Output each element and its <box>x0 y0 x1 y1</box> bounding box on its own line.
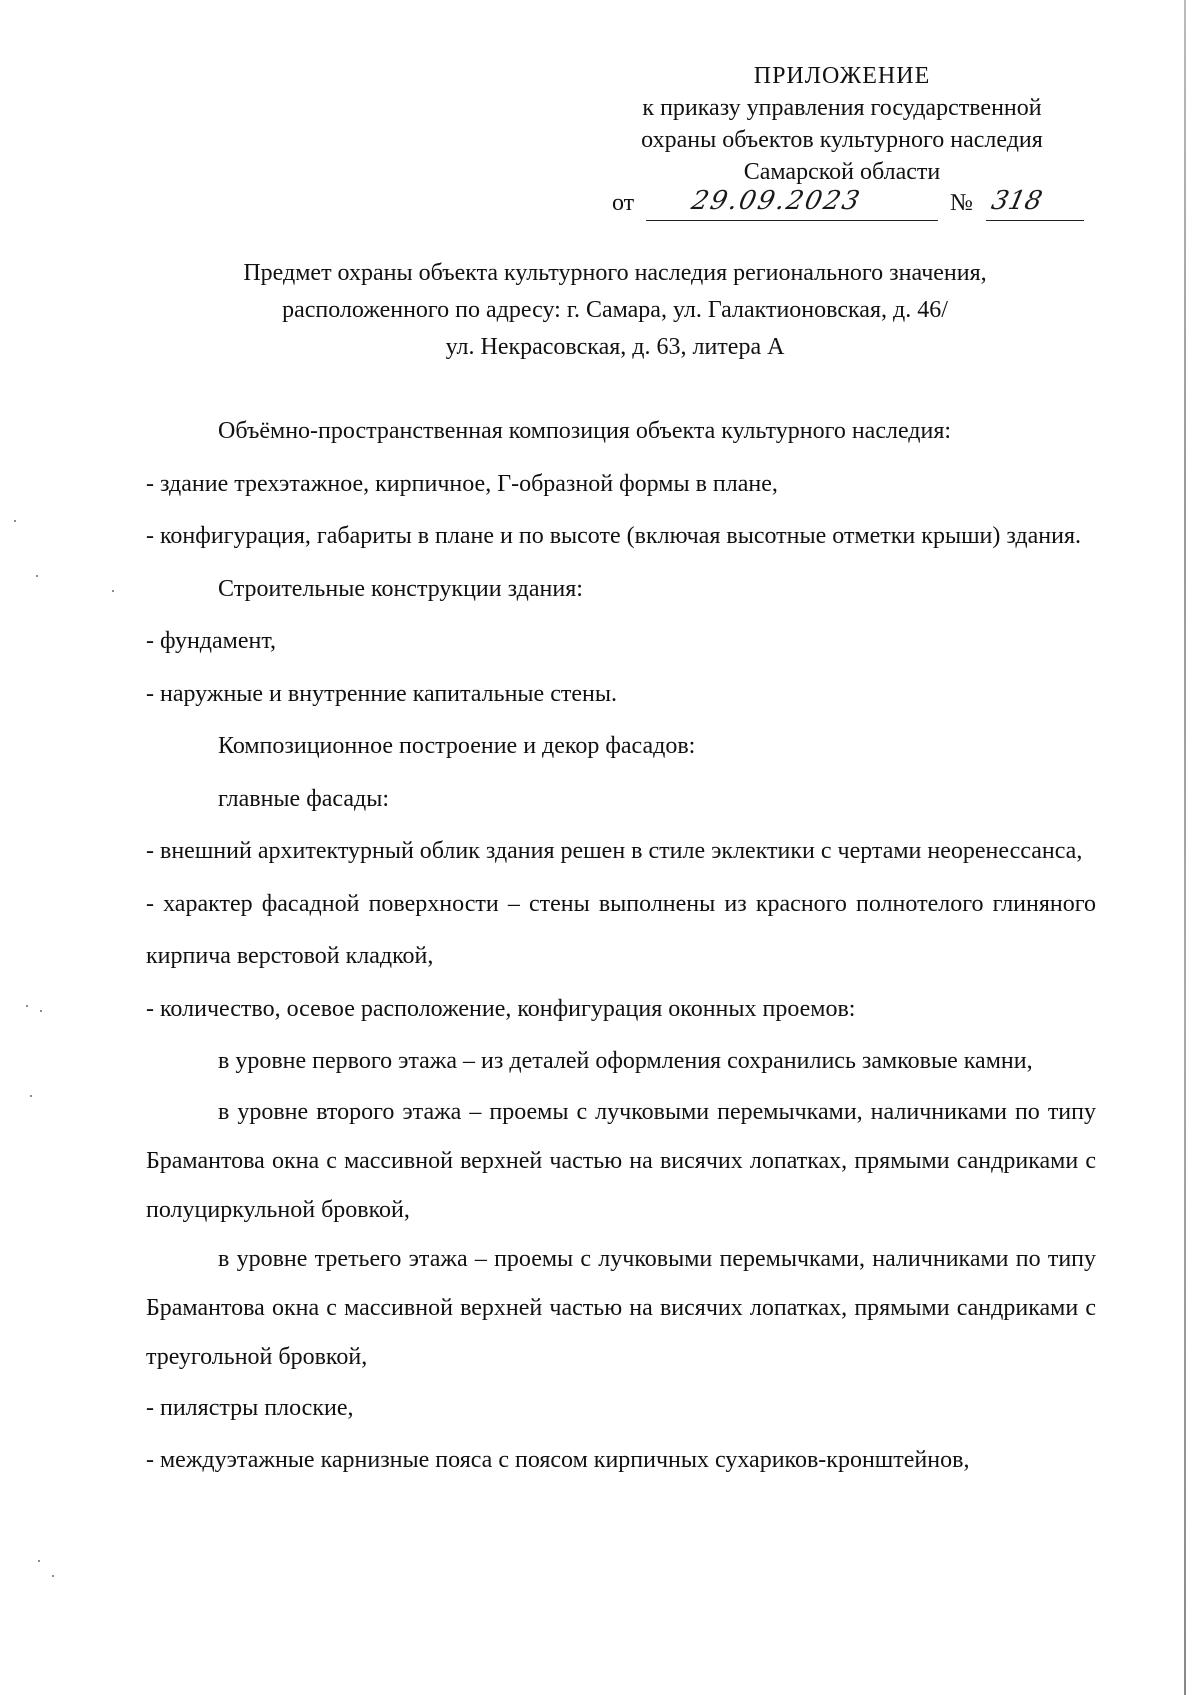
section-heading-facades: Композиционное построение и декор фасадов: <box>218 733 696 759</box>
date-prefix: от <box>612 190 635 216</box>
heading-line-1: Предмет охраны объекта культурного наследия регионального значения, <box>243 260 987 286</box>
list-item: - здание трехэтажное, кирпичное, Г-образной формы в плане, <box>146 470 778 497</box>
heading-line-2: расположенного по адресу: г. Самара, ул. Галактионовская, д. 46/ <box>282 297 948 323</box>
list-item: - конфигурация, габариты в плане и по высоте (включая высотные отметки крыши) здания. <box>146 523 1082 549</box>
scan-speck <box>52 1575 54 1577</box>
subsection-heading-main-facades: главные фасады: <box>218 785 390 812</box>
list-item: - количество, осевое расположение, конфигурация оконных проемов: <box>146 995 856 1022</box>
scan-speck <box>30 1095 32 1097</box>
document-body <box>146 405 1096 1487</box>
scan-edge-line <box>1184 0 1186 1695</box>
approval-title: ПРИЛОЖЕНИЕ <box>753 63 931 89</box>
document-heading <box>150 255 1080 366</box>
list-item: - внешний архитектурный облик здания решен в стиле эклектики с чертами неоренессанса, <box>146 838 1083 864</box>
list-item: - междуэтажные карнизные пояса с поясом кирпичных сухариков-кронштейнов, <box>146 1447 970 1473</box>
date-field <box>646 186 938 221</box>
approval-line-1: к приказу управления государственной <box>642 95 1042 121</box>
scan-speck <box>14 520 16 522</box>
approval-date-number-line <box>612 186 1092 226</box>
scan-speck <box>26 1005 28 1007</box>
list-item: - пилястры плоские, <box>146 1394 354 1421</box>
scan-speck <box>38 1560 40 1562</box>
section-heading-structures: Строительные конструкции здания: <box>218 575 583 602</box>
approval-block <box>592 60 1092 188</box>
scan-speck <box>36 575 38 577</box>
floor-description-second: в уровне второго этажа – проемы с лучковыми перемычками, наличниками по типу Брамантова окна с массивной верхней частью на висячих лопатках, прямыми сандриками с полуциркульной бровкой, <box>146 1098 1096 1223</box>
approval-line-2: охраны объектов культурного наследия <box>641 127 1043 153</box>
number-field <box>986 186 1084 221</box>
handwritten-number: 318 <box>988 186 1045 216</box>
number-label: № <box>950 190 973 216</box>
heading-line-3: ул. Некрасовская, д. 63, литера А <box>445 334 785 360</box>
list-item: - фундамент, <box>146 628 277 654</box>
scan-speck <box>112 590 114 592</box>
scan-speck <box>40 1010 42 1012</box>
approval-line-3: Самарской области <box>743 159 941 185</box>
floor-description-third: в уровне третьего этажа – проемы с лучковыми перемычками, наличниками по типу Брамантова окна с массивной верхней частью на висячих лопатках, прямыми сандриками с треугольной бровкой, <box>146 1245 1096 1370</box>
floor-description-first: в уровне первого этажа – из деталей оформления сохранились замковые камни, <box>218 1048 1033 1074</box>
handwritten-date: 29.09.2023 <box>688 186 865 216</box>
list-item: - наружные и внутренние капитальные стены. <box>146 680 617 707</box>
section-heading-volume: Объёмно-пространственная композиция объекта культурного наследия: <box>218 418 952 444</box>
list-item: - характер фасадной поверхности – стены выполнены из красного полнотелого глиняного кирпича верстовой кладкой, <box>146 890 1096 969</box>
